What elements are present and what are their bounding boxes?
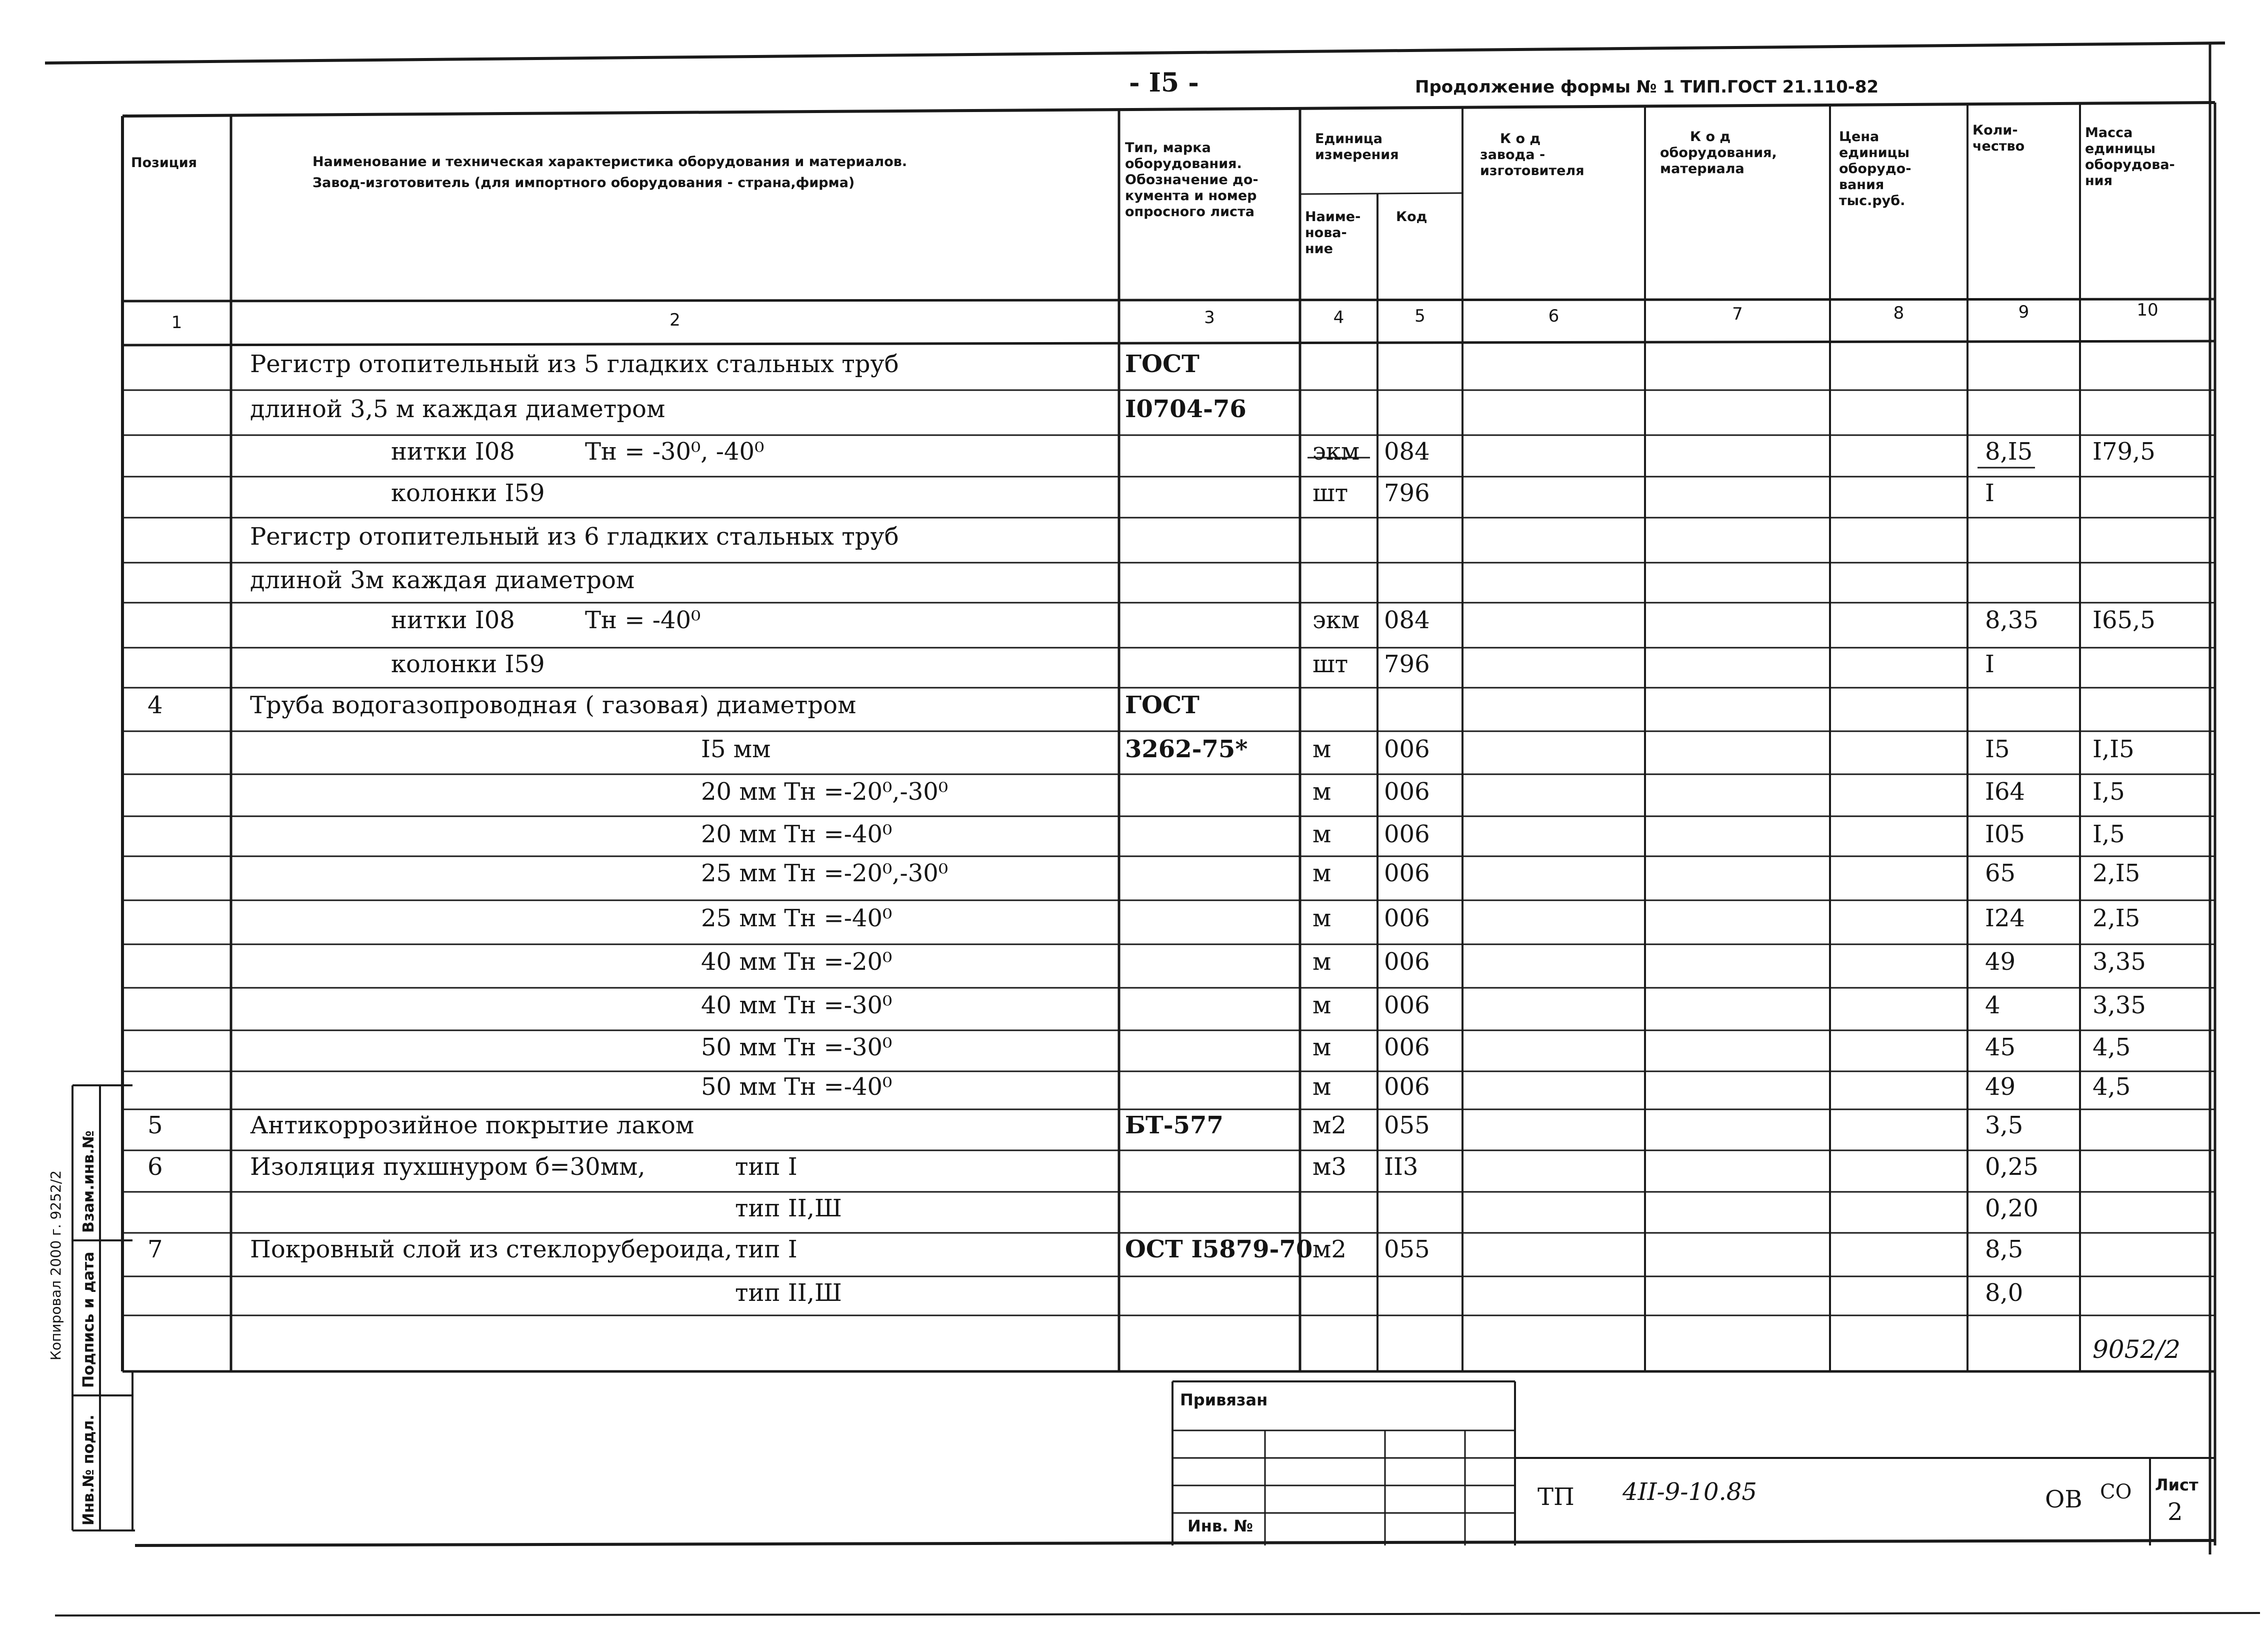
row-name-extra: тип II,Ш — [735, 1194, 842, 1222]
header-equip-code — [1660, 129, 1777, 177]
row-qty: 4 — [1985, 991, 2000, 1019]
row-mass: 4,5 — [2092, 1033, 2131, 1061]
stamp-inv-no: Инв. № — [1188, 1516, 1253, 1535]
row-unit: м — [1312, 991, 1332, 1019]
row-unit: м — [1312, 1073, 1332, 1101]
column-number: 4 — [1333, 308, 1344, 328]
row-name: 50 мм Тн =-30⁰ — [701, 1033, 892, 1061]
row-code: 006 — [1384, 859, 1430, 887]
header-mass-line: единицы — [2085, 141, 2156, 157]
header-price-line: единицы — [1839, 145, 1910, 161]
row-mass: I79,5 — [2092, 438, 2156, 466]
row-name: нитки I08 — [391, 438, 515, 466]
row-type: ОСТ I5879-70 — [1125, 1235, 1313, 1263]
row-mass: 2,I5 — [2092, 904, 2140, 932]
stamp-tp-number: 4II-9-10.85 — [1622, 1478, 1757, 1506]
row-name: 50 мм Тн =-40⁰ — [701, 1073, 892, 1101]
row-name: Изоляция пухшнуром б=30мм, — [250, 1153, 646, 1181]
stamp-privyazan: Привязан — [1180, 1390, 1268, 1409]
row-name: 40 мм Тн =-20⁰ — [701, 948, 892, 976]
side-inv-podl: Инв.№ подл. — [80, 1414, 98, 1525]
row-type: ГОСТ — [1125, 691, 1200, 719]
row-mass: I,5 — [2092, 778, 2125, 806]
row-code: 084 — [1384, 438, 1430, 466]
row-code: 006 — [1384, 1073, 1430, 1101]
row-code: 006 — [1384, 778, 1430, 806]
row-code: II3 — [1384, 1153, 1418, 1181]
continuation-title: Продолжение формы № 1 ТИП.ГОСТ 21.110-82 — [1415, 77, 1879, 97]
header-equip-code-line: материала — [1660, 161, 1744, 177]
page-number: - I5 - — [1129, 68, 1199, 98]
row-qty: 49 — [1985, 1073, 2016, 1101]
row-name: колонки I59 — [391, 479, 545, 507]
row-name-extra: тип II,Ш — [735, 1279, 842, 1307]
header-type — [1125, 140, 1258, 220]
row-unit: м — [1312, 820, 1332, 848]
row-unit: м2 — [1312, 1235, 1346, 1263]
row-name: 40 мм Тн =-30⁰ — [701, 991, 892, 1019]
row-code: 796 — [1384, 650, 1430, 678]
header-qty — [1972, 123, 2024, 155]
column-number: 2 — [670, 310, 680, 330]
row-qty: I64 — [1985, 778, 2026, 806]
row-qty: I — [1985, 479, 1994, 507]
row-code: 006 — [1384, 991, 1430, 1019]
header-type-line: оборудования. — [1125, 156, 1242, 172]
stamp-tp-label: ТП — [1538, 1483, 1574, 1511]
row-unit: шт — [1312, 650, 1348, 678]
row-code: 006 — [1384, 735, 1430, 763]
header-equip-code-line: К о д — [1690, 129, 1731, 145]
header-unit-name-line: ние — [1305, 241, 1333, 257]
row-unit: м — [1312, 859, 1332, 887]
row-code: 084 — [1384, 606, 1430, 634]
row-unit: м3 — [1312, 1153, 1346, 1181]
row-code: 006 — [1384, 820, 1430, 848]
header-unit — [1315, 131, 1399, 163]
stamp-sheet: 2 — [2168, 1498, 2183, 1526]
row-unit: м — [1312, 778, 1332, 806]
row-name: нитки I08 — [391, 606, 515, 634]
row-qty: I24 — [1985, 904, 2026, 932]
row-name: Регистр отопительный из 5 гладких стальных труб — [250, 350, 899, 378]
stamp-section-mark: СО — [2100, 1480, 2132, 1503]
row-name-extra: Тн = -30⁰, -40⁰ — [585, 438, 764, 466]
row-qty: 8,5 — [1985, 1235, 2024, 1263]
header-price-line: Цена — [1839, 129, 1880, 145]
stamp-section: ОВ — [2045, 1485, 2082, 1513]
header-mass-line: Масса — [2085, 125, 2133, 141]
header-unit-line: Единица — [1315, 131, 1382, 147]
header-type-line: Тип, марка — [1125, 140, 1211, 156]
row-name: Антикоррозийное покрытие лаком — [250, 1111, 694, 1139]
row-code: 006 — [1384, 904, 1430, 932]
row-code: 006 — [1384, 1033, 1430, 1061]
row-unit: м — [1312, 904, 1332, 932]
row-name-extra: тип I — [735, 1235, 798, 1263]
row-name: длиной 3,5 м каждая диаметром — [250, 395, 666, 423]
header-price-line: тыс.руб. — [1839, 193, 1906, 209]
row-type: I0704-76 — [1125, 395, 1246, 423]
row-qty: 0,20 — [1985, 1194, 2038, 1222]
row-unit: м2 — [1312, 1111, 1346, 1139]
header-qty-line: чество — [1972, 139, 2025, 154]
header-equip-code-line: оборудования, — [1660, 145, 1777, 161]
column-number: 9 — [2018, 302, 2030, 322]
row-mass: 2,I5 — [2092, 859, 2140, 887]
row-qty: 49 — [1985, 948, 2016, 976]
header-plant-code-line: завода - — [1480, 147, 1546, 163]
header-unit-name-line: нова- — [1305, 225, 1347, 241]
row-qty: 45 — [1985, 1033, 2016, 1061]
header-price-line: вания — [1839, 177, 1884, 193]
row-type: ГОСТ — [1125, 350, 1200, 378]
row-mass: I,5 — [2092, 820, 2125, 848]
row-qty: 65 — [1985, 859, 2016, 887]
header-mass-line: ния — [2085, 173, 2112, 189]
row-code: 796 — [1384, 479, 1430, 507]
row-qty: 3,5 — [1985, 1111, 2024, 1139]
row-mass: I65,5 — [2092, 606, 2156, 634]
row-position: 6 — [148, 1153, 163, 1181]
header-type-line: опросного листа — [1125, 204, 1254, 220]
row-type: БТ-577 — [1125, 1111, 1224, 1139]
side-vzam: Взам.инв.№ — [80, 1130, 98, 1233]
row-name: 20 мм Тн =-20⁰,-30⁰ — [701, 778, 948, 806]
header-mass — [2085, 125, 2175, 189]
column-number: 8 — [1893, 303, 1904, 323]
row-qty: 8,35 — [1985, 606, 2038, 634]
row-name: колонки I59 — [391, 650, 545, 678]
row-qty: 8,I5 — [1985, 438, 2033, 466]
row-qty: 8,0 — [1985, 1279, 2024, 1307]
header-plant-code-line: К о д — [1500, 131, 1541, 147]
header-price — [1839, 129, 1911, 209]
header-position: Позиция — [131, 155, 198, 171]
row-code: 006 — [1384, 948, 1430, 976]
row-position: 7 — [148, 1235, 163, 1263]
row-unit: м — [1312, 735, 1332, 763]
column-number: 3 — [1204, 308, 1215, 328]
header-plant-code — [1480, 131, 1584, 179]
row-type: 3262-75* — [1125, 735, 1248, 763]
row-code: 055 — [1384, 1235, 1430, 1263]
side-copy-note: Копировал 2000 г. 9252/2 — [48, 1170, 64, 1360]
header-mass-line: оборудова- — [2085, 157, 2175, 173]
row-position: 5 — [148, 1111, 163, 1139]
row-name: Труба водогазопроводная ( газовая) диаметром — [250, 691, 856, 719]
side-podpis: Подпись и дата — [80, 1251, 98, 1388]
row-mass: 4,5 — [2092, 1073, 2131, 1101]
row-unit: экм — [1312, 606, 1360, 634]
row-name: 25 мм Тн =-40⁰ — [701, 904, 892, 932]
row-name: I5 мм — [701, 735, 771, 763]
row-qty: I5 — [1985, 735, 2010, 763]
row-name-extra: тип I — [735, 1153, 798, 1181]
stamp-sheet-label: Лист — [2155, 1475, 2198, 1494]
header-name-line1: Наименование и техническая характеристика оборудования и материалов. — [312, 154, 908, 170]
row-unit: экм — [1312, 438, 1360, 466]
header-qty-line: Коли- — [1972, 123, 2018, 138]
handwritten-ref: 9052/2 — [2092, 1335, 2180, 1364]
header-unit-name-line: Наиме- — [1305, 209, 1361, 225]
row-name: Регистр отопительный из 6 гладких стальных труб — [250, 523, 899, 551]
row-name: длиной 3м каждая диаметром — [250, 566, 635, 594]
row-name: Покровный слой из стеклорубероида, — [250, 1235, 732, 1263]
header-unit-name — [1305, 209, 1360, 257]
header-type-line: кумента и номер — [1125, 188, 1257, 204]
row-qty: I05 — [1985, 820, 2026, 848]
header-price-line: оборудо- — [1839, 161, 1912, 177]
column-number: 1 — [171, 313, 182, 333]
row-mass: 3,35 — [2092, 991, 2146, 1019]
column-number: 10 — [2136, 300, 2158, 320]
row-qty: 0,25 — [1985, 1153, 2038, 1181]
row-position: 4 — [148, 691, 163, 719]
header-type-line: Обозначение до- — [1125, 172, 1258, 188]
row-qty: I — [1985, 650, 1994, 678]
header-unit-code: Код — [1396, 209, 1428, 225]
header-name-line2: Завод-изготовитель (для импортного оборудования - страна,фирма) — [312, 175, 855, 191]
column-number: 5 — [1414, 306, 1426, 326]
row-mass: I,I5 — [2092, 735, 2134, 763]
column-number: 7 — [1732, 304, 1743, 324]
header-unit-line: измерения — [1315, 147, 1399, 163]
row-unit: м — [1312, 948, 1332, 976]
row-code: 055 — [1384, 1111, 1430, 1139]
column-number: 6 — [1548, 306, 1560, 326]
row-mass: 3,35 — [2092, 948, 2146, 976]
header-plant-code-line: изготовителя — [1480, 163, 1584, 179]
row-unit: шт — [1312, 479, 1348, 507]
row-name: 20 мм Тн =-40⁰ — [701, 820, 892, 848]
row-unit: м — [1312, 1033, 1332, 1061]
row-name-extra: Тн = -40⁰ — [585, 606, 701, 634]
row-name: 25 мм Тн =-20⁰,-30⁰ — [701, 859, 948, 887]
